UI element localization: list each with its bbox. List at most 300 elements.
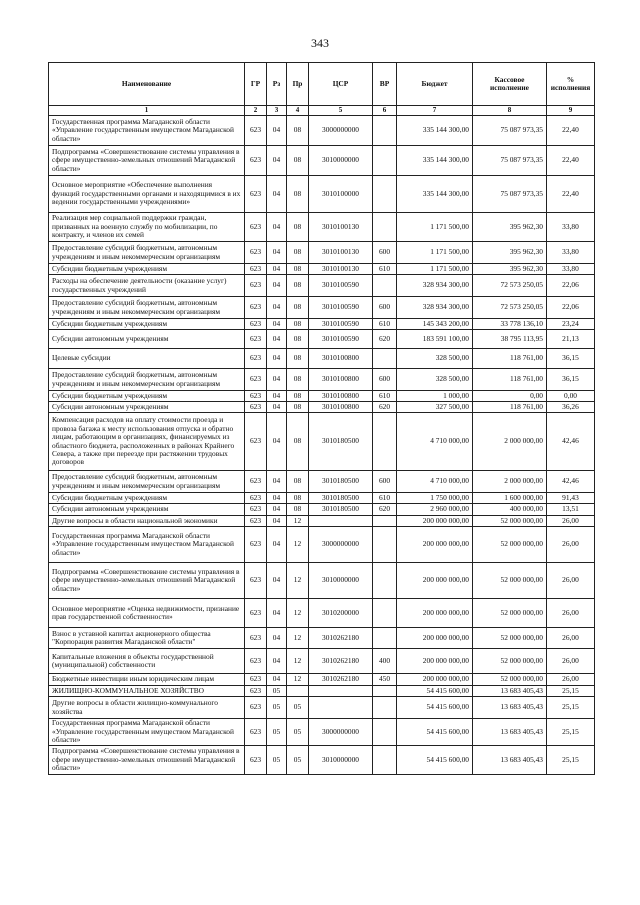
cell-csr: 3010000000	[309, 563, 373, 599]
cell-pr	[287, 686, 309, 697]
column-number: 6	[373, 106, 397, 116]
cell-name: ЖИЛИЩНО-КОММУНАЛЬНОЕ ХОЗЯЙСТВО	[49, 686, 245, 697]
cell-cash: 52 000 000,00	[473, 649, 547, 674]
cell-gr: 623	[245, 516, 267, 527]
cell-percent: 33,80	[547, 213, 595, 242]
cell-budget: 328 934 300,00	[397, 275, 473, 297]
cell-rz: 04	[267, 527, 287, 563]
cell-pr: 08	[287, 330, 309, 349]
table-row	[49, 599, 595, 628]
cell-cash: 118 761,00	[473, 349, 547, 369]
cell-name: Субсидии автономным учреждениям	[49, 330, 245, 349]
cell-vr	[373, 275, 397, 297]
cell-pr: 08	[287, 116, 309, 146]
cell-cash: 13 683 405,43	[473, 697, 547, 719]
header-rz: Рз	[267, 63, 287, 106]
cell-cash: 395 962,30	[473, 264, 547, 275]
cell-percent: 26,00	[547, 649, 595, 674]
cell-csr: 3010100800	[309, 391, 373, 402]
cell-vr: 600	[373, 297, 397, 319]
cell-cash: 2 000 000,00	[473, 471, 547, 493]
cell-name: Реализация мер социальной поддержки граждан, призванных на военную службу по мобилизации, по контракту, и членов их семей	[49, 213, 245, 242]
cell-cash: 52 000 000,00	[473, 563, 547, 599]
cell-budget: 4 710 000,00	[397, 413, 473, 471]
cell-name: Другие вопросы в области национальной экономики	[49, 516, 245, 527]
cell-budget: 328 934 300,00	[397, 297, 473, 319]
header-vr: ВР	[373, 63, 397, 106]
cell-percent: 25,15	[547, 719, 595, 746]
cell-budget: 4 710 000,00	[397, 471, 473, 493]
table-row	[49, 697, 595, 719]
cell-name: Государственная программа Магаданской области «Управление государственным имуществом Магаданской области»	[49, 116, 245, 146]
cell-percent: 22,40	[547, 176, 595, 213]
cell-csr: 3010100590	[309, 297, 373, 319]
cell-budget: 335 144 300,00	[397, 176, 473, 213]
cell-percent: 33,80	[547, 264, 595, 275]
cell-vr: 400	[373, 649, 397, 674]
cell-cash: 52 000 000,00	[473, 599, 547, 628]
cell-cash: 13 683 405,43	[473, 686, 547, 697]
column-number-row	[49, 106, 595, 116]
cell-rz: 04	[267, 146, 287, 176]
table-row	[49, 146, 595, 176]
cell-percent: 26,00	[547, 563, 595, 599]
cell-vr	[373, 516, 397, 527]
cell-budget: 1 750 000,00	[397, 493, 473, 504]
cell-vr: 600	[373, 369, 397, 391]
cell-vr	[373, 628, 397, 649]
cell-budget: 54 415 600,00	[397, 746, 473, 775]
table-row	[49, 319, 595, 330]
cell-name: Капитальные вложения в объекты государственной (муниципальной) собственности	[49, 649, 245, 674]
cell-percent: 42,46	[547, 413, 595, 471]
cell-gr: 623	[245, 402, 267, 413]
cell-pr: 08	[287, 471, 309, 493]
table-body	[49, 116, 595, 775]
cell-rz: 04	[267, 599, 287, 628]
cell-vr: 610	[373, 319, 397, 330]
cell-pr: 08	[287, 413, 309, 471]
cell-cash: 400 000,00	[473, 504, 547, 516]
cell-pr: 05	[287, 697, 309, 719]
header-csr: ЦСР	[309, 63, 373, 106]
cell-name: Субсидии бюджетным учреждениям	[49, 391, 245, 402]
cell-pr: 08	[287, 319, 309, 330]
cell-rz: 04	[267, 330, 287, 349]
header-pr: Пр	[287, 63, 309, 106]
cell-csr: 3000000000	[309, 116, 373, 146]
cell-pr: 12	[287, 527, 309, 563]
cell-rz: 04	[267, 319, 287, 330]
header-row	[49, 63, 595, 106]
cell-percent: 33,80	[547, 242, 595, 264]
cell-vr	[373, 413, 397, 471]
cell-gr: 623	[245, 349, 267, 369]
cell-gr: 623	[245, 674, 267, 686]
cell-csr: 3010100130	[309, 213, 373, 242]
cell-percent: 22,40	[547, 116, 595, 146]
cell-vr: 620	[373, 330, 397, 349]
cell-rz: 04	[267, 391, 287, 402]
cell-name: Подпрограмма «Совершенствование системы управления в сфере имущественно-земельных отношений Магаданской области»	[49, 146, 245, 176]
cell-percent: 91,43	[547, 493, 595, 504]
cell-percent: 22,40	[547, 146, 595, 176]
cell-rz: 04	[267, 516, 287, 527]
cell-cash: 118 761,00	[473, 402, 547, 413]
cell-vr	[373, 146, 397, 176]
cell-pr: 12	[287, 516, 309, 527]
cell-vr	[373, 697, 397, 719]
cell-vr: 600	[373, 242, 397, 264]
cell-name: Взнос в уставной капитал акционерного общества "Корпорация развития Магаданской области"	[49, 628, 245, 649]
cell-csr: 3010000000	[309, 146, 373, 176]
cell-cash: 13 683 405,43	[473, 746, 547, 775]
table-row	[49, 746, 595, 775]
cell-name: Расходы на обеспечение деятельности (оказание услуг) государственных учреждений	[49, 275, 245, 297]
table-row	[49, 527, 595, 563]
header-percent: % исполнения	[547, 63, 595, 106]
table-row	[49, 391, 595, 402]
cell-csr: 3010200000	[309, 599, 373, 628]
cell-pr: 08	[287, 297, 309, 319]
cell-name: Подпрограмма «Совершенствование системы управления в сфере имущественно-земельных отношений Магаданской области»	[49, 746, 245, 775]
cell-pr: 08	[287, 402, 309, 413]
cell-cash: 52 000 000,00	[473, 527, 547, 563]
cell-gr: 623	[245, 242, 267, 264]
cell-csr	[309, 516, 373, 527]
cell-budget: 200 000 000,00	[397, 599, 473, 628]
cell-rz: 04	[267, 264, 287, 275]
cell-vr	[373, 686, 397, 697]
cell-name: Государственная программа Магаданской области «Управление государственным имуществом Магаданской области»	[49, 527, 245, 563]
cell-csr: 3010262180	[309, 628, 373, 649]
cell-gr: 623	[245, 527, 267, 563]
table-row	[49, 649, 595, 674]
table-row	[49, 719, 595, 746]
cell-pr: 08	[287, 264, 309, 275]
header-name: Наименование	[49, 63, 245, 106]
table-row	[49, 504, 595, 516]
header-budget: Бюджет	[397, 63, 473, 106]
cell-rz: 04	[267, 628, 287, 649]
cell-gr: 623	[245, 599, 267, 628]
cell-pr: 05	[287, 746, 309, 775]
cell-vr	[373, 176, 397, 213]
cell-rz: 04	[267, 413, 287, 471]
cell-csr: 3010180500	[309, 493, 373, 504]
cell-csr: 3010100590	[309, 319, 373, 330]
cell-budget: 327 500,00	[397, 402, 473, 413]
table-row	[49, 493, 595, 504]
cell-pr: 08	[287, 349, 309, 369]
table-row	[49, 413, 595, 471]
cell-pr: 12	[287, 674, 309, 686]
cell-csr: 3010100130	[309, 264, 373, 275]
cell-percent: 22,06	[547, 297, 595, 319]
cell-rz: 05	[267, 719, 287, 746]
cell-rz: 04	[267, 649, 287, 674]
cell-gr: 623	[245, 146, 267, 176]
cell-csr: 3010180500	[309, 504, 373, 516]
cell-budget: 200 000 000,00	[397, 649, 473, 674]
cell-csr	[309, 697, 373, 719]
cell-cash: 72 573 250,05	[473, 275, 547, 297]
cell-pr: 08	[287, 369, 309, 391]
cell-gr: 623	[245, 628, 267, 649]
cell-cash: 1 600 000,00	[473, 493, 547, 504]
table-row	[49, 686, 595, 697]
cell-budget: 200 000 000,00	[397, 516, 473, 527]
cell-budget: 328 500,00	[397, 349, 473, 369]
cell-pr: 08	[287, 391, 309, 402]
cell-cash: 75 087 973,35	[473, 116, 547, 146]
table-row	[49, 297, 595, 319]
cell-gr: 623	[245, 369, 267, 391]
table-row	[49, 674, 595, 686]
column-number: 5	[309, 106, 373, 116]
cell-budget: 1 171 500,00	[397, 264, 473, 275]
cell-cash: 2 000 000,00	[473, 413, 547, 471]
cell-percent: 26,00	[547, 599, 595, 628]
cell-vr: 610	[373, 493, 397, 504]
cell-cash: 13 683 405,43	[473, 719, 547, 746]
cell-budget: 335 144 300,00	[397, 146, 473, 176]
cell-gr: 623	[245, 471, 267, 493]
cell-csr: 3010100000	[309, 176, 373, 213]
cell-percent: 25,15	[547, 697, 595, 719]
cell-vr	[373, 527, 397, 563]
table-row	[49, 369, 595, 391]
cell-name: Основное мероприятие «Обеспечение выполнения функций государственными органами и находящимися в их ведении государственными учреждениями»	[49, 176, 245, 213]
cell-vr: 610	[373, 391, 397, 402]
column-number: 9	[547, 106, 595, 116]
cell-vr: 620	[373, 504, 397, 516]
cell-csr: 3000000000	[309, 527, 373, 563]
cell-rz: 04	[267, 275, 287, 297]
cell-budget: 335 144 300,00	[397, 116, 473, 146]
cell-pr: 08	[287, 493, 309, 504]
cell-percent: 42,46	[547, 471, 595, 493]
cell-name: Бюджетные инвестиции иным юридическим лицам	[49, 674, 245, 686]
cell-cash: 52 000 000,00	[473, 674, 547, 686]
cell-name: Предоставление субсидий бюджетным, автономным учреждениям и иным некоммерческим организациям	[49, 369, 245, 391]
table-row	[49, 330, 595, 349]
cell-rz: 04	[267, 213, 287, 242]
cell-name: Субсидии бюджетным учреждениям	[49, 319, 245, 330]
cell-gr: 623	[245, 746, 267, 775]
cell-csr: 3010100130	[309, 242, 373, 264]
cell-rz: 04	[267, 471, 287, 493]
column-number: 4	[287, 106, 309, 116]
cell-budget: 54 415 600,00	[397, 686, 473, 697]
cell-pr: 12	[287, 649, 309, 674]
cell-name: Предоставление субсидий бюджетным, автономным учреждениям и иным некоммерческим организациям	[49, 297, 245, 319]
cell-vr: 620	[373, 402, 397, 413]
column-number: 7	[397, 106, 473, 116]
cell-budget: 200 000 000,00	[397, 563, 473, 599]
cell-rz: 04	[267, 674, 287, 686]
table-row	[49, 213, 595, 242]
cell-percent: 36,15	[547, 369, 595, 391]
cell-name: Другие вопросы в области жилищно-коммунального хозяйства	[49, 697, 245, 719]
table-row	[49, 628, 595, 649]
cell-pr: 08	[287, 213, 309, 242]
cell-gr: 623	[245, 176, 267, 213]
cell-vr: 610	[373, 264, 397, 275]
cell-rz: 05	[267, 746, 287, 775]
cell-gr: 623	[245, 504, 267, 516]
cell-budget: 200 000 000,00	[397, 527, 473, 563]
header-cash: Кассовое исполнение	[473, 63, 547, 106]
cell-csr: 3010100800	[309, 402, 373, 413]
cell-csr: 3010000000	[309, 746, 373, 775]
cell-gr: 623	[245, 391, 267, 402]
cell-name: Предоставление субсидий бюджетным, автономным учреждениям и иным некоммерческим организациям	[49, 471, 245, 493]
cell-budget: 1 171 500,00	[397, 213, 473, 242]
cell-cash: 33 778 136,10	[473, 319, 547, 330]
cell-name: Целевые субсидии	[49, 349, 245, 369]
cell-cash: 75 087 973,35	[473, 176, 547, 213]
cell-budget: 2 960 000,00	[397, 504, 473, 516]
cell-rz: 04	[267, 369, 287, 391]
cell-cash: 118 761,00	[473, 369, 547, 391]
cell-cash: 72 573 250,05	[473, 297, 547, 319]
cell-rz: 05	[267, 697, 287, 719]
cell-budget: 54 415 600,00	[397, 719, 473, 746]
table-row	[49, 471, 595, 493]
cell-vr	[373, 213, 397, 242]
cell-name: Субсидии бюджетным учреждениям	[49, 264, 245, 275]
cell-vr	[373, 719, 397, 746]
cell-csr	[309, 686, 373, 697]
cell-rz: 04	[267, 402, 287, 413]
column-number: 3	[267, 106, 287, 116]
cell-pr: 08	[287, 275, 309, 297]
cell-percent: 21,13	[547, 330, 595, 349]
cell-gr: 623	[245, 264, 267, 275]
cell-percent: 36,15	[547, 349, 595, 369]
budget-table	[48, 62, 595, 775]
cell-cash: 395 962,30	[473, 213, 547, 242]
cell-budget: 200 000 000,00	[397, 674, 473, 686]
cell-name: Компенсация расходов на оплату стоимости проезда и провоза багажа к месту использования отпуска и обратно лицам, работающим в организациях, финансируемых из областного бюджета, расположенных в районах Крайнего Севера, а также при переезде при растяжении трудовых договоров	[49, 413, 245, 471]
cell-budget: 1 171 500,00	[397, 242, 473, 264]
cell-pr: 05	[287, 719, 309, 746]
cell-gr: 623	[245, 719, 267, 746]
table-row	[49, 349, 595, 369]
table-row	[49, 116, 595, 146]
cell-budget: 183 591 100,00	[397, 330, 473, 349]
cell-percent: 23,24	[547, 319, 595, 330]
cell-rz: 04	[267, 349, 287, 369]
cell-cash: 52 000 000,00	[473, 516, 547, 527]
cell-name: Подпрограмма «Совершенствование системы управления в сфере имущественно-земельных отношений Магаданской области»	[49, 563, 245, 599]
cell-budget: 328 500,00	[397, 369, 473, 391]
table-row	[49, 275, 595, 297]
cell-rz: 05	[267, 686, 287, 697]
cell-csr: 3000000000	[309, 719, 373, 746]
cell-rz: 04	[267, 297, 287, 319]
cell-rz: 04	[267, 493, 287, 504]
cell-name: Субсидии автономным учреждениям	[49, 402, 245, 413]
cell-gr: 623	[245, 686, 267, 697]
table-row	[49, 176, 595, 213]
cell-budget: 1 000,00	[397, 391, 473, 402]
cell-vr	[373, 563, 397, 599]
column-number: 1	[49, 106, 245, 116]
cell-pr: 12	[287, 563, 309, 599]
cell-csr: 3010100590	[309, 275, 373, 297]
cell-rz: 04	[267, 116, 287, 146]
cell-percent: 25,15	[547, 686, 595, 697]
cell-cash: 52 000 000,00	[473, 628, 547, 649]
cell-rz: 04	[267, 504, 287, 516]
cell-gr: 623	[245, 563, 267, 599]
cell-csr: 3010180500	[309, 413, 373, 471]
cell-percent: 36,26	[547, 402, 595, 413]
cell-percent: 0,00	[547, 391, 595, 402]
cell-percent: 26,00	[547, 527, 595, 563]
cell-name: Основное мероприятие «Оценка недвижимости, признание прав государственной собственности»	[49, 599, 245, 628]
cell-cash: 395 962,30	[473, 242, 547, 264]
cell-percent: 25,15	[547, 746, 595, 775]
cell-csr: 3010180500	[309, 471, 373, 493]
table-row	[49, 242, 595, 264]
cell-vr	[373, 746, 397, 775]
cell-budget: 200 000 000,00	[397, 628, 473, 649]
cell-gr: 623	[245, 297, 267, 319]
cell-gr: 623	[245, 697, 267, 719]
cell-percent: 26,00	[547, 516, 595, 527]
table-row	[49, 516, 595, 527]
cell-rz: 04	[267, 176, 287, 213]
cell-vr: 600	[373, 471, 397, 493]
cell-gr: 623	[245, 116, 267, 146]
cell-cash: 38 795 113,95	[473, 330, 547, 349]
column-number: 8	[473, 106, 547, 116]
cell-pr: 08	[287, 504, 309, 516]
header-gr: ГР	[245, 63, 267, 106]
cell-csr: 3010262180	[309, 649, 373, 674]
cell-gr: 623	[245, 649, 267, 674]
cell-budget: 54 415 600,00	[397, 697, 473, 719]
cell-vr	[373, 599, 397, 628]
page-number: 343	[311, 36, 329, 50]
cell-csr: 3010100590	[309, 330, 373, 349]
cell-gr: 623	[245, 413, 267, 471]
column-number: 2	[245, 106, 267, 116]
cell-percent: 22,06	[547, 275, 595, 297]
cell-pr: 08	[287, 176, 309, 213]
cell-vr	[373, 116, 397, 146]
cell-percent: 13,51	[547, 504, 595, 516]
cell-budget: 145 343 200,00	[397, 319, 473, 330]
cell-csr: 3010100800	[309, 349, 373, 369]
cell-pr: 08	[287, 146, 309, 176]
cell-name: Субсидии бюджетным учреждениям	[49, 493, 245, 504]
cell-rz: 04	[267, 242, 287, 264]
table-row	[49, 402, 595, 413]
cell-gr: 623	[245, 213, 267, 242]
cell-csr: 3010100800	[309, 369, 373, 391]
cell-name: Предоставление субсидий бюджетным, автономным учреждениям и иным некоммерческим организациям	[49, 242, 245, 264]
cell-name: Государственная программа Магаданской области «Управление государственным имуществом Магаданской области»	[49, 719, 245, 746]
cell-gr: 623	[245, 493, 267, 504]
cell-gr: 623	[245, 330, 267, 349]
cell-cash: 0,00	[473, 391, 547, 402]
cell-csr: 3010262180	[309, 674, 373, 686]
table-row	[49, 264, 595, 275]
